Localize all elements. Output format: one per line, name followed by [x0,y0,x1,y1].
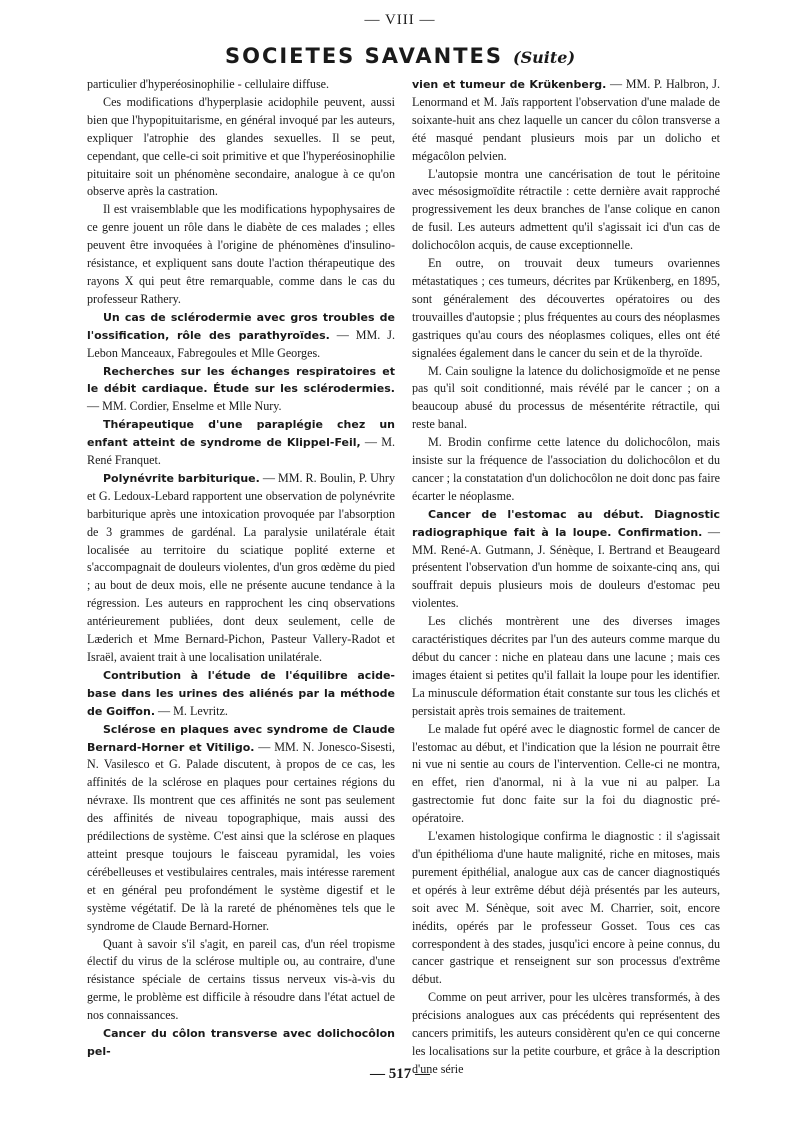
abstract-title: Cancer du côlon transverse avec dolichocôlon pel- [87,1027,395,1058]
abstract-entry [87,309,395,363]
abstract-entry [87,363,395,417]
abstract-title: Thérapeutique d'une paraplégie chez un enfant atteint de syndrome de Klippel-Feil, [87,418,395,450]
abstract-title: Recherches sur les échanges respiratoires et le débit cardiaque. Étude sur les sclérodermies. [87,364,395,396]
paragraph: Il est vraisemblable que les modifications hypophysaires de ce genre jouent un rôle dans le diabète de ces malades ; elles peuvent être invoquées à l'origine de phénomènes d'insulino-résistance, et expliquent sans doute l'action thérapeutique des rayons X qui peut être remarquable, comme dans le cas du professeur Rathery. [87,202,395,306]
abstract-entry [87,1025,395,1061]
paragraph: Quant à savoir s'il s'agit, en pareil cas, d'un réel tropisme électif du virus de la sclérose multiple ou, au contraire, d'une résistance spéciale de certains tissus nerveux vis-à-vis du germe, le problème est difficile à résoudre dans l'état actuel de nos connaissances. [87,936,395,1023]
abstract-entry [87,470,395,667]
abstract-entry [412,506,720,613]
paragraph: Ces modifications d'hyperplasie acidophile peuvent, aussi bien que l'hypopituitarisme, en général invoqué par les auteurs, expliquer l'atrophie des glandes sexuelles. Il se peut, cependant, que celle-ci soit primitive et que l'hyperéosinophilie pituitaire soit un phénomène secondaire, analogue à ce qu'on observe après la castration. [87,94,395,199]
abstract-title-continued: vien et tumeur de Krükenberg. [412,78,607,91]
abstract-entry [87,667,395,721]
abstract-entry [412,76,720,166]
abstract-authors: — M. Levritz. [155,703,228,718]
abstract-entry [87,721,395,936]
paragraph: Le malade fut opéré avec le diagnostic formel de cancer de l'estomac au début, et l'indication que la lésion ne pourrait être ni vue ni sentie au cours de l'intervention. Celle-ci ne montra, en effet, rien d'anormal, ni à la vue ni au palper. La gastrectomie fut donc faite sur la foi du diagnostic pré-opératoire. [412,721,720,826]
abstract-text: — MM. René-A. Gutmann, J. Sénèque, I. Bertrand et Beaugeard présentent l'observation d'un homme de soixante-cinq ans, qui souffrait depuis plusieurs mois de douleurs d'estomac peu violentes. [412,524,720,611]
abstract-text: — MM. R. Boulin, P. Uhry et G. Ledoux-Lebard rapportent une observation de polynévrite barbiturique après une intoxication provoquée par l'absorption de 3 grammes de gardénal. La paralysie unilatérale était localisée au territoire du sciatique poplité externe et s'accompagnait de douleurs violentes, d'un gros œdème du pied ; au bout de deux mois, elle ne présente aucune tendance à la régression. Les auteurs en rapprochent les cinq observations antérieurement publiées, dont deux seulement, celle de Læderich et Mme Bernard-Pichon, Pasteur Vallery-Radot et Israël, avaient trait à une localisation unilatérale. [87,470,395,664]
section-suite: (Suite) [513,48,576,67]
abstract-title: Contribution à l'étude de l'équilibre acide-base dans les urines des aliénés par la méthode de Goiffon. [87,668,395,718]
page-number: — 517 — [370,1066,430,1082]
section-title: SOCIETES SAVANTES [224,44,504,68]
paragraph: Comme on peut arriver, pour les ulcères transformés, à des précisions analogues aux cas précédents qui représentent des cancers primitifs, les auteurs considèrent qu'en ce qui concerne les localisations sur la petite courbure, et grâce à la description d'une série [412,990,720,1076]
paragraph: Les clichés montrèrent une des diverses images caractéristiques décrites par l'un des auteurs comme marque du début du cancer : niche en plateau dans une lacune ; mais ces images étaient si petites qu'il fallait la loupe pour les identifier. La minuscule déformation était constante sur tous les clichés et persistait après trois semaines de traitement. [412,614,720,718]
paragraph: En outre, on trouvait deux tumeurs ovariennes métastatiques ; ces tumeurs, décrites par Krükenberg, en 1895, sont généralement des découvertes opératoires ou des trouvailles d'autopsie ; plus fréquentes au cours des néoplasmes gastriques qu'au cours des néoplasmes coliques, elles ont été signalées également dans le cancer du sein et de la thyroïde. [412,256,720,360]
section-header [0,44,800,68]
paragraph: L'examen histologique confirma le diagnostic : il s'agissait d'un épithélioma d'une haute malignité, riche en mitoses, mais purement épithélial, analogue aux cas de cancer diagnostiqués et opérés à leur extrême début déjà présentés par les auteurs, soit avec M. Sénèque, soit avec M. Charrier, soit, encore inédits, opérés par le professeur Gosset. Tous ces cas correspondent à des stades, jusqu'ici encore à peine connus, du cancer gastrique et renseignent sur son processus d'extrême début. [412,829,720,987]
paragraph: particulier d'hyperéosinophilie - cellulaire diffuse. [87,77,330,91]
abstract-text: — MM. N. Jonesco-Sisesti, N. Vasilesco et G. Palade discutent, à propos de ce cas, les affinités de la sclérose en plaques pour certaines régions du névraxe. Ils montrent que ces affinités ne sont pas seulement des affinités de niveau topographique, mais aussi des prédilections de système. C'est ainsi que la sclérose en plaques atteint presque toujours le faisceau pyramidal, les voies cérébelleuses et vestibulaires centrales, mais intéresse rarement et en général peu profondément le système digestif et le système végétatif. De là la rareté de phénomènes tels que le syndrome de Claude Bernard-Horner. [87,739,395,933]
abstract-authors: — MM. J. Lebon Manceaux, Fabregoules et Mlle Georges. [87,327,395,360]
abstract-title: Polynévrite barbiturique. [103,471,260,485]
abstract-title: Cancer de l'estomac au début. Diagnostic radiographique fait à la loupe. Confirmation. [412,507,720,539]
paragraph: L'autopsie montra une cancérisation de tout le péritoine avec mésosigmoïdite rétractile : cette dernière avait rapproché progressivement les deux branches de l'anse colique en canon de fusil. Les auteurs admettent qu'il s'agissait ici d'un cas de dolichocôlon acquis, de cause exceptionnelle. [412,166,720,253]
abstract-text: — MM. P. Halbron, J. Lenormand et M. Jaïs rapportent l'observation d'une malade de soixante-huit ans chez laquelle un cancer du côlon transverse a été masqué pendant plusieurs mois par un dolicho et mégacôlon pelvien. [412,77,720,163]
abstract-entry [87,416,395,470]
roman-page-number: — VIII — [364,12,436,28]
left-column [87,76,395,1061]
right-column [412,76,720,1076]
abstract-authors: — MM. Cordier, Enselme et Mlle Nury. [87,399,282,414]
abstract-title: Sclérose en plaques avec syndrome de Claude Bernard-Horner et Vitiligo. [87,722,395,754]
abstract-authors: — M. René Franquet. [87,435,395,468]
paragraph: M. Brodin confirme cette latence du dolichocôlon, mais insiste sur la fréquence de l'association du dolichocôlon et du cancer ; la constatation d'un dolichocôlon ne doit donc pas faire écarter le néoplasme. [412,435,720,503]
paragraph: M. Cain souligne la latence du dolichosigmoïde et ne pense pas qu'il soit conditionné, mais révélé par le cancer ; on a beaucoup abusé du processus de mésentérite rétractile, qui reste banal. [412,363,720,432]
abstract-title: Un cas de sclérodermie avec gros troubles de l'ossification, rôle des parathyroïdes. [87,310,395,342]
